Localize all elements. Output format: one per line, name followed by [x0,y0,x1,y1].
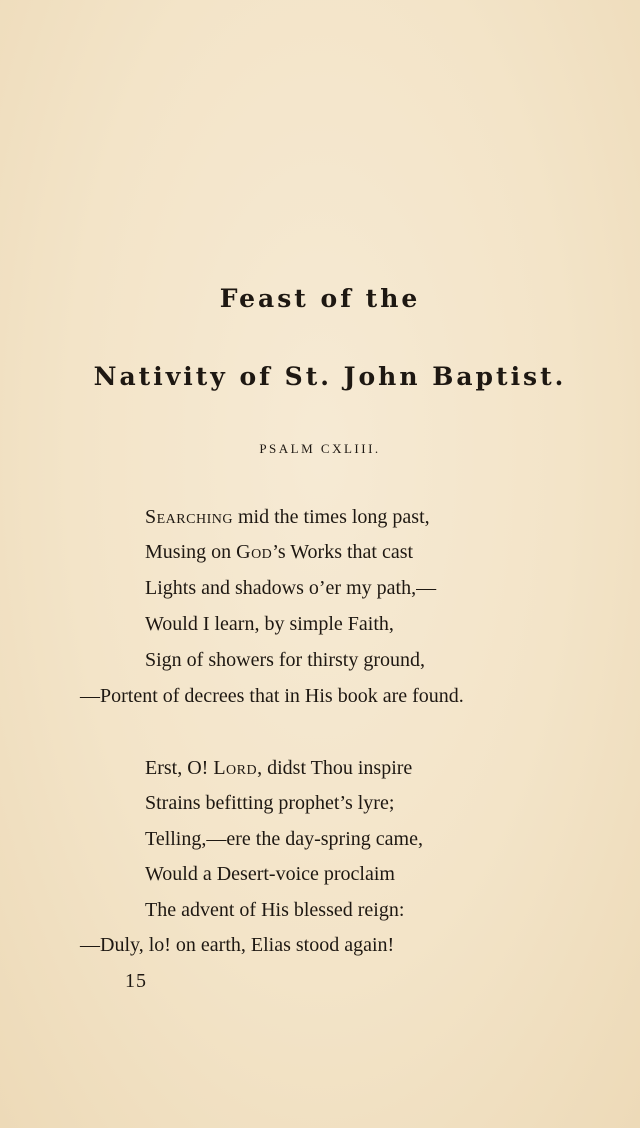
line-text: Erst, O! [145,757,214,779]
verse-line: Lights and shadows o’er my path,— [145,577,437,599]
line-text: , didst Thou inspire [257,757,413,779]
line-text: Musing on [145,541,237,563]
line-text: ’s Works that cast [272,541,414,563]
verse-line [145,756,412,780]
page-number: 15 [125,970,147,992]
line-text: mid the times long past, [232,506,430,528]
verse-line: —Duly, lo! on earth, Elias stood again! [80,934,395,956]
verse-line: Strains befitting prophet’s lyre; [145,792,395,814]
verse-line [145,540,413,564]
verse-line: Telling,—ere the day-spring came, [145,828,423,850]
small-caps-word: God [236,541,273,563]
title-line-1: Feast of the [219,284,421,313]
verse-line: Would I learn, by simple Faith, [145,613,394,635]
title-line-2: Nativity of St. John Baptist. [93,362,567,391]
psalm-heading: PSALM CXLIII. [259,441,381,456]
verse-line: The advent of His blessed reign: [145,899,405,921]
small-caps-word: Lord [213,757,258,779]
verse-line [145,505,430,529]
verse-line: Sign of showers for thirsty ground, [145,649,425,671]
verse-line: Would a Desert-voice proclaim [145,863,395,885]
verse-line: —Portent of decrees that in His book are found. [80,685,464,707]
small-caps-word: Searching [145,506,233,528]
